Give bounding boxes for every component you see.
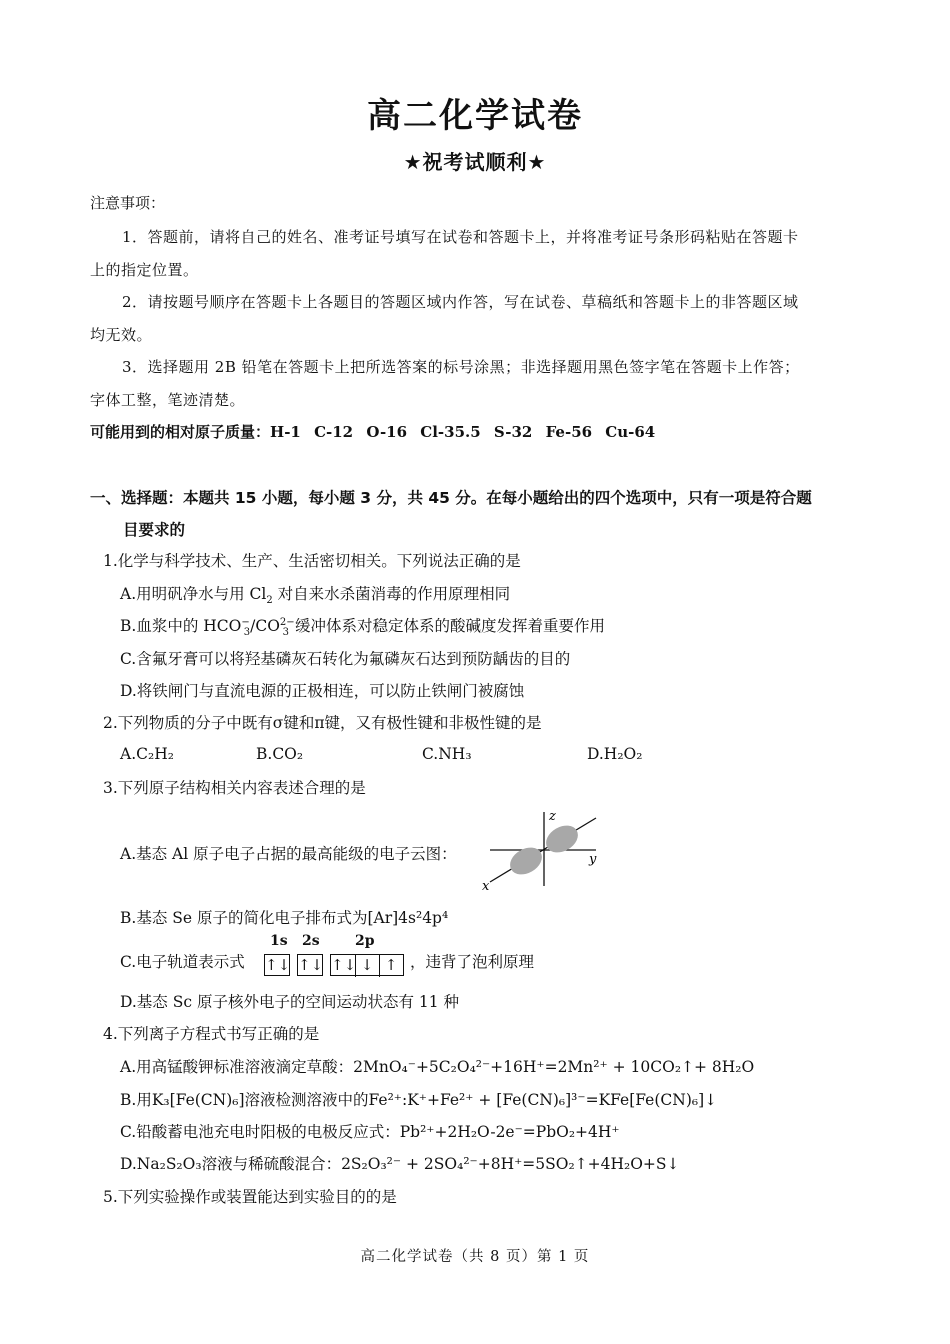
notice-item-3-line2: 字体工整，笔迹清楚。 (90, 391, 246, 409)
atomic-masses-label: 可能用到的相对原子质量： (90, 423, 271, 441)
orbital-box-2p: ↑↓ ↓ ↑ (330, 954, 404, 976)
question-4-option-b: B.用K₃[Fe(CN)₆]溶液检测溶液中的Fe²⁺:K⁺+Fe²⁺ + [Fe(CN)₆]³⁻=KFe[Fe(CN)₆]↓ (120, 1091, 718, 1109)
orbital-label-1s: 1s (270, 933, 288, 949)
question-2-option-b: B.CO₂ (256, 745, 304, 763)
question-5-stem: 5.下列实验操作或装置能达到实验目的的是 (103, 1188, 397, 1206)
axis-label-y: y (589, 852, 597, 867)
notice-item-3-line1: 3．选择题用 2B 铅笔在答题卡上把所选答案的标号涂黑；非选择题用黑色签字笔在答题卡上作答； (122, 358, 800, 376)
question-3-option-d: D.基态 Sc 原子核外电子的空间运动状态有 11 种 (120, 993, 460, 1011)
axis-label-x: x (482, 879, 490, 892)
notice-item-2-line1: 2．请按题号顺序在答题卡上各题目的答题区域内作答，写在试卷、草稿纸和答题卡上的非答题区域 (122, 293, 799, 311)
page-footer: 高二化学试卷（共 8 页）第 1 页 (360, 1249, 590, 1265)
question-2-stem: 2.下列物质的分子中既有σ键和π键，又有极性键和非极性键的是 (103, 714, 542, 732)
orbital-label-2p: 2p (355, 933, 375, 949)
notice-item-1-line2: 上的指定位置。 (90, 261, 199, 279)
orbital-box-1s: ↑↓ (265, 956, 291, 974)
orbital-lobe-lower (505, 842, 546, 880)
question-4-stem: 4.下列离子方程式书写正确的是 (103, 1025, 320, 1043)
question-1-option-c: C.含氟牙膏可以将羟基磷灰石转化为氟磷灰石达到预防龋齿的目的 (120, 650, 571, 668)
question-2-option-c: C.NH₃ (422, 745, 472, 763)
question-1-stem: 1.化学与科学技术、生产、生活密切相关。下列说法正确的是 (103, 552, 521, 570)
question-3-option-c-suffix: ，违背了泡利原理 (410, 953, 535, 971)
question-3-option-b: B.基态 Se 原子的简化电子排布式为[Ar]4s²4p⁴ (120, 909, 449, 927)
question-1-option-b: B.血浆中的 $HCO^-_3/CO^{2-}_3$ 缓冲体系对稳定体系的酸碱度发挥着重要作用 (120, 616, 606, 639)
notice-item-2-line2: 均无效。 (90, 326, 153, 344)
axis-label-z: z (549, 809, 556, 824)
question-1-option-d: D.将铁闸门与直流电源的正极相连，可以防止铁闸门被腐蚀 (120, 682, 525, 700)
section-heading-line1: 一、选择题：本题共 15 小题，每小题 3 分，共 45 分。在每小题给出的四个选项中，只有一项是符合题 (90, 489, 812, 507)
p-orbital-diagram (478, 806, 606, 892)
orbital-box-2s: ↑↓ (298, 956, 324, 974)
question-4-option-c: C.铅酸蓄电池充电时阳极的电极反应式：Pb²⁺+2H₂O-2e⁻=PbO₂+4H⁺ (120, 1123, 620, 1141)
question-2-options (120, 745, 680, 767)
notice-heading: 注意事项： (90, 194, 166, 212)
question-3-stem: 3.下列原子结构相关内容表述合理的是 (103, 779, 366, 797)
question-4-option-a: A.用高锰酸钾标准溶液滴定草酸：2MnO₄⁻+5C₂O₄²⁻+16H⁺=2Mn²⁺ + 10CO₂↑+ 8H₂O (120, 1058, 755, 1076)
atomic-masses (90, 421, 655, 442)
orbital-label-2s: 2s (302, 933, 320, 949)
notice-item-1-line1: 1．答题前，请将自己的姓名、准考证号填写在试卷和答题卡上，并将准考证号条形码粘贴在答题卡 (122, 228, 799, 246)
page-title: 高二化学试卷 (367, 96, 583, 136)
page-subtitle: ★祝考试顺利★ (403, 150, 547, 174)
question-4-option-d: D.Na₂S₂O₃溶液与稀硫酸混合：2S₂O₃²⁻ + 2SO₄²⁻+8H⁺=5SO₂↑+4H₂O+S↓ (120, 1155, 680, 1173)
question-3-option-a: A.基态 Al 原子电子占据的最高能级的电子云图： (120, 845, 457, 863)
question-3-option-c-prefix: C.电子轨道表示式 (120, 953, 245, 971)
question-2-option-a: A.C₂H₂ (120, 745, 174, 763)
section-heading-line2: 目要求的 (123, 521, 186, 539)
atomic-masses-values: H-1 C-12 O-16 Cl-35.5 S-32 Fe-56 Cu-64 (270, 423, 656, 441)
question-2-option-d: D.H₂O₂ (587, 745, 643, 763)
question-1-option-a: A.用明矾净水与用 $Cl_2$ 对自来水杀菌消毒的作用原理相同 (120, 585, 511, 607)
orbital-lobe-upper (541, 820, 582, 858)
